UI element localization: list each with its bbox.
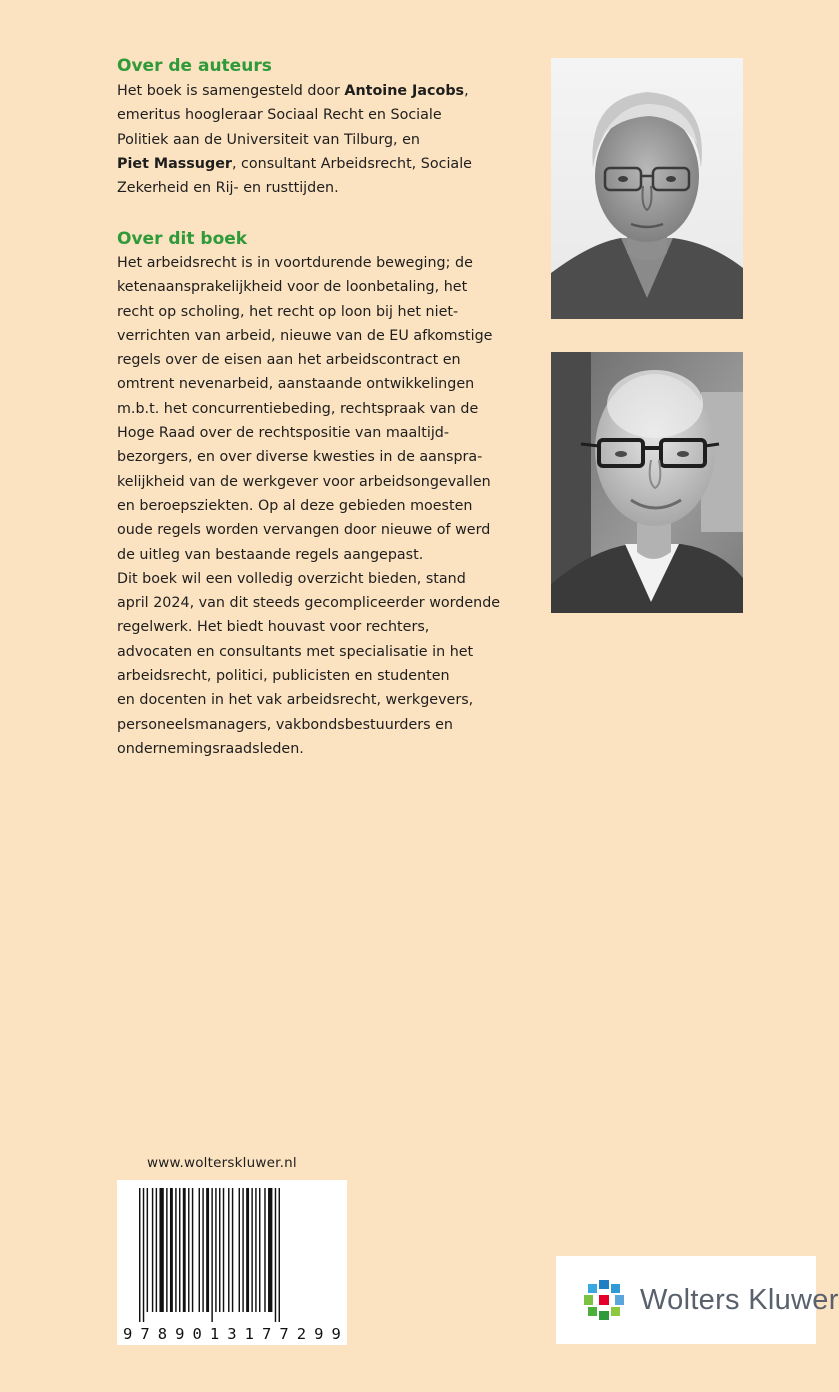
barcode-bar [211, 1188, 212, 1322]
about-book-line: regels over de eisen aan het arbeidscontract en [117, 352, 461, 369]
about-authors-line [117, 152, 472, 176]
barcode-bar [206, 1188, 209, 1312]
about-book-line: Dit boek wil een volledig overzicht bieden, stand [117, 570, 466, 587]
barcode-bar [223, 1188, 224, 1312]
text-run: Politiek aan de Universiteit van Tilburg, en [117, 131, 420, 148]
publisher-name: Wolters Kluwer [640, 1284, 839, 1316]
about-book-line: kelijkheid van de werkgever voor arbeidsongevallen [117, 473, 491, 490]
about-authors-line [117, 79, 472, 103]
about-book-heading: Over dit boek [117, 229, 248, 249]
barcode-digit: 1 [209, 1325, 220, 1343]
barcode-bar [232, 1188, 233, 1312]
text-run: Zekerheid en Rij- en rusttijden. [117, 180, 339, 197]
about-book-line: en docenten in het vak arbeidsrecht, werkgevers, [117, 692, 474, 709]
barcode-bar [202, 1188, 203, 1312]
barcode-bar [170, 1188, 173, 1312]
barcode-bar [152, 1188, 153, 1312]
about-book-line: verrichten van arbeid, nieuwe van de EU afkomstige [117, 327, 493, 344]
barcode-bar [259, 1188, 260, 1312]
barcode-bar [192, 1188, 193, 1312]
about-book-line: ketenaansprakelijkheid voor de loonbetaling, het [117, 279, 468, 296]
barcode-bar [199, 1188, 200, 1312]
about-book-line: en beroepsziekten. Op al deze gebieden moesten [117, 497, 473, 514]
barcode-bar [268, 1188, 272, 1312]
about-book-line: personeelsmanagers, vakbondsbestuurders en [117, 716, 453, 733]
about-book-line: m.b.t. het concurrentiebeding, rechtspraak van de [117, 400, 479, 417]
barcode-digit: 1 [244, 1325, 254, 1343]
barcode-bar [183, 1188, 186, 1312]
author-name: Antoine Jacobs [344, 83, 465, 99]
barcode-bar [219, 1188, 220, 1312]
barcode-digit: 9 [175, 1325, 185, 1343]
author-photo-piet-massuger [551, 352, 743, 613]
barcode-digit: 7 [279, 1325, 289, 1343]
about-book-line: arbeidsrecht, politici, publicisten en studenten [117, 668, 450, 685]
about-book-line: de uitleg van bestaande regels aangepast. [117, 546, 424, 563]
about-authors-line [117, 103, 472, 127]
isbn-barcode [117, 1180, 347, 1345]
barcode-digit: 7 [140, 1325, 150, 1343]
barcode-bar [139, 1188, 140, 1322]
about-book-line: Hoge Raad over de rechtspositie van maaltijd- [117, 425, 450, 442]
barcode-digit: 3 [227, 1325, 237, 1343]
about-book-line: Het arbeidsrecht is in voortdurende beweging; de [117, 255, 473, 271]
publisher-logo [556, 1256, 839, 1344]
barcode-bar [166, 1188, 167, 1312]
barcode-bar [143, 1188, 144, 1322]
about-authors-text [117, 79, 472, 200]
barcode-digit: 9 [123, 1325, 133, 1343]
about-book-line: recht op scholing, het recht op loon bij het niet- [117, 303, 459, 320]
barcode-bar [228, 1188, 229, 1312]
barcode-bar [179, 1188, 180, 1312]
barcode-bar [147, 1188, 148, 1312]
barcode-digits [123, 1325, 341, 1343]
text-run: Het boek is samengesteld door [117, 83, 345, 99]
barcode-digit: 7 [262, 1325, 272, 1343]
barcode-digit: 2 [296, 1325, 307, 1343]
barcode-digit: 9 [314, 1325, 324, 1343]
barcode-bar [251, 1188, 252, 1312]
about-book-line: omtrent nevenarbeid, aanstaande ontwikkelingen [117, 376, 475, 393]
barcode-digit: 9 [331, 1325, 341, 1343]
barcode-bar [242, 1188, 243, 1312]
barcode-bar [156, 1188, 157, 1312]
barcode-bar [215, 1188, 216, 1312]
about-book-line: april 2024, van dit steeds gecompliceerder wordende [117, 595, 501, 612]
about-authors-heading: Over de auteurs [117, 56, 272, 76]
text-run: , [464, 83, 469, 99]
barcode-bars [117, 1180, 347, 1325]
about-book-line: bezorgers, en over diverse kwesties in de aanspra- [117, 449, 483, 466]
about-book-line: advocaten en consultants met specialisatie in het [117, 643, 474, 660]
about-book-line: regelwerk. Het biedt houvast voor rechters, [117, 619, 430, 636]
about-authors-line [117, 128, 472, 152]
wolters-kluwer-logo-icon [570, 1256, 640, 1344]
barcode-bar [255, 1188, 256, 1312]
barcode-bar [275, 1188, 276, 1322]
about-book-text [117, 251, 500, 761]
text-run: , consultant Arbeidsrecht, Sociale [231, 155, 472, 172]
barcode-bar [264, 1188, 265, 1312]
author-photo-antoine-jacobs [551, 58, 743, 319]
barcode-digit: 0 [192, 1325, 202, 1343]
barcode-bar [246, 1188, 249, 1312]
barcode-bar [175, 1188, 176, 1312]
website-url[interactable]: www.wolterskluwer.nl [147, 1155, 297, 1171]
text-run: emeritus hoogleraar Sociaal Recht en Sociale [117, 107, 442, 124]
barcode-bar [239, 1188, 240, 1312]
about-authors-line [117, 176, 472, 200]
about-book-line: ondernemingsraadsleden. [117, 740, 304, 757]
about-book-line: oude regels worden vervangen door nieuwe of werd [117, 522, 491, 539]
barcode-bar [188, 1188, 189, 1312]
barcode-bar [279, 1188, 280, 1322]
author-name: Piet Massuger [117, 155, 232, 172]
barcode-digit: 8 [157, 1325, 168, 1343]
barcode-bar [159, 1188, 163, 1312]
